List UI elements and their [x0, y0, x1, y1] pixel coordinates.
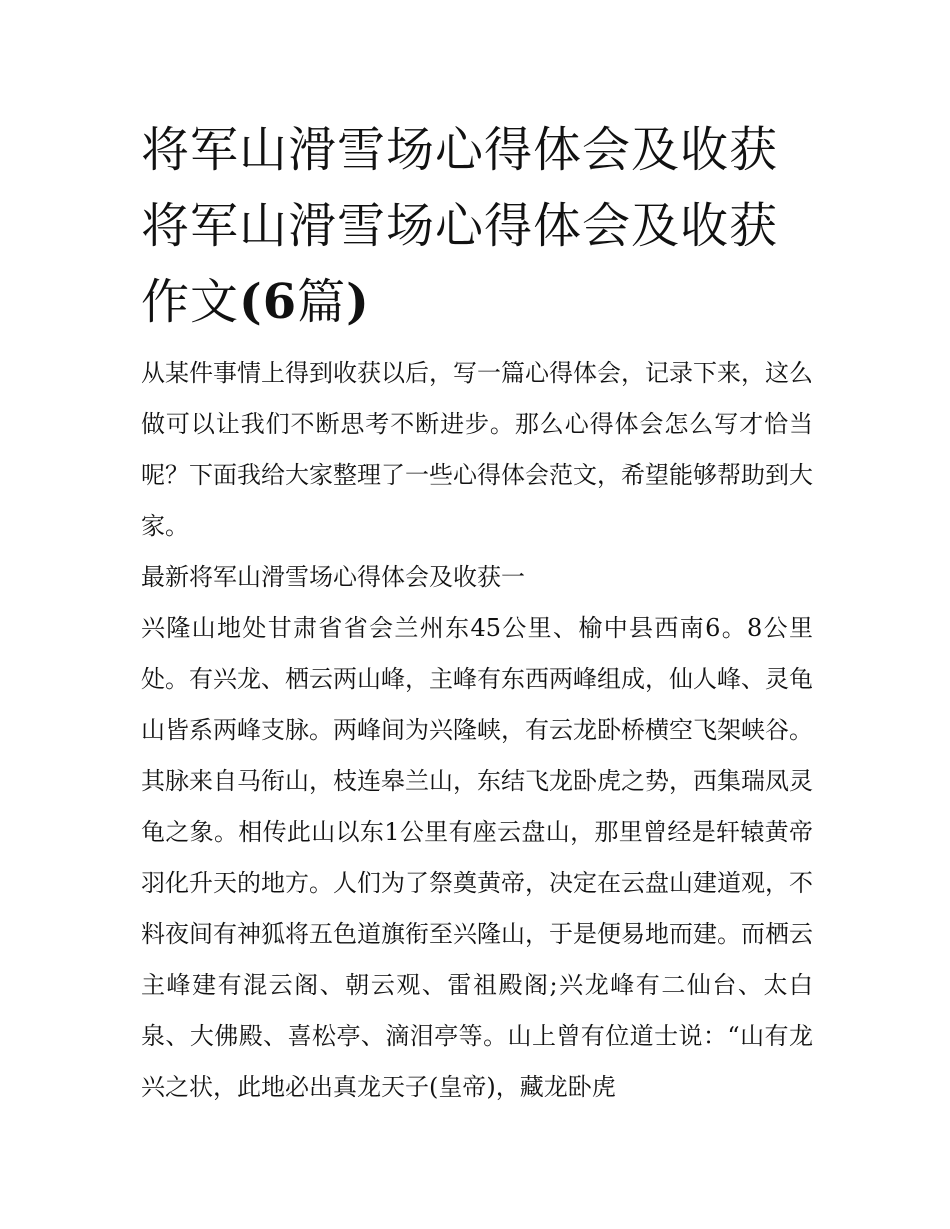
body-paragraph: 兴隆山地处甘肃省省会兰州东45公里、榆中县西南6。8公里处。有兴龙、栖云两山峰，主峰有东西两峰组成，仙人峰、灵龟山皆系两峰支脉。两峰间为兴隆峡，有云龙卧桥横空飞架峡谷。其脉来自马衔山，枝连皋兰山，东结飞龙卧虎之势，西集瑞凤灵龟之象。相传此山以东1公里有座云盘山，那里曾经是轩辕黄帝羽化升天的地方。人们为了祭奠黄帝，决定在云盘山建道观，不料夜间有神狐将五色道旗衔至兴隆山，于是便易地而建。而栖云主峰建有混云阁、朝云观、雷祖殿阁;兴龙峰有二仙台、太白泉、大佛殿、喜松亭、滴泪亭等。山上曾有位道士说：“山有龙兴之状，此地必出真龙天子(皇帝)，藏龙卧虎: [141, 614, 813, 1101]
document-title: [141, 112, 813, 340]
section-heading: 最新将军山滑雪场心得体会及收获一: [141, 563, 525, 591]
title-line-3-suffix: 篇: [297, 274, 347, 330]
document-content: [141, 112, 813, 1113]
title-line-3: [141, 264, 813, 340]
title-line-2: 将军山滑雪场心得体会及收获: [141, 198, 779, 254]
title-line-3-close: ): [346, 274, 370, 330]
title-line-3-count: (6: [239, 274, 298, 330]
title-line-1: 将军山滑雪场心得体会及收获: [141, 122, 779, 178]
title-line-3-prefix: 作文: [141, 274, 240, 330]
intro-paragraph: 从某件事情上得到收获以后，写一篇心得体会，记录下来，这么做可以让我们不断思考不断进步。那么心得体会怎么写才恰当呢？下面我给大家整理了一些心得体会范文，希望能够帮助到大家。: [141, 359, 813, 540]
